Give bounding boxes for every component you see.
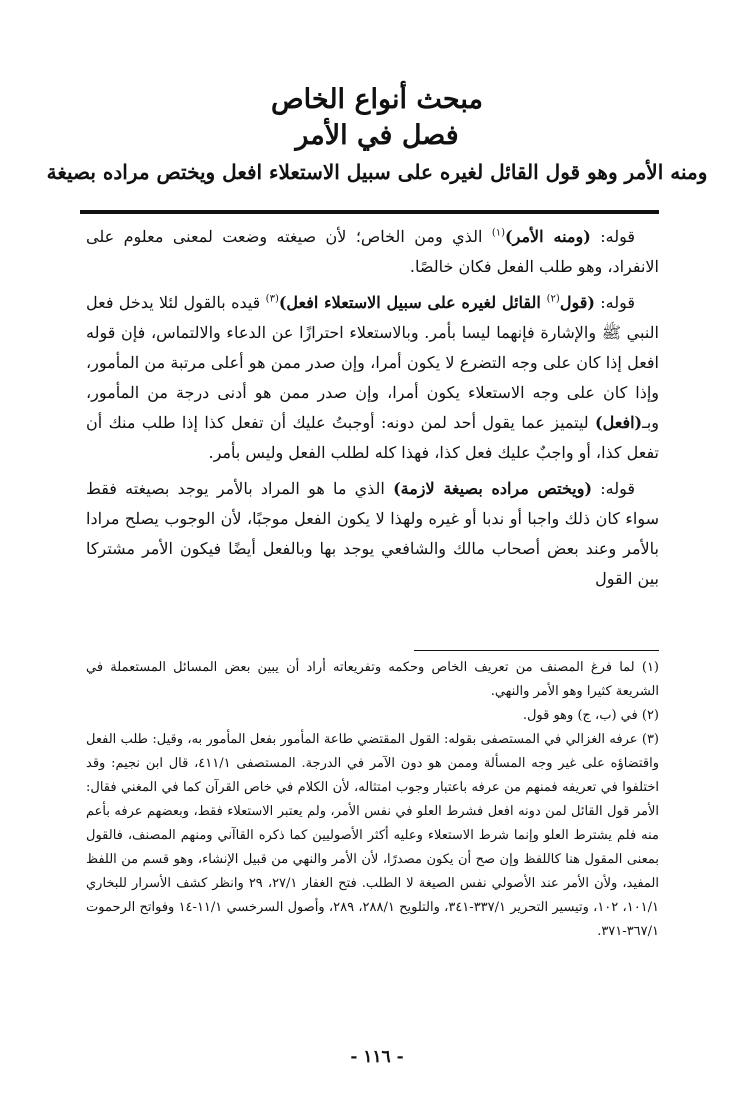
quoted-term: (ويختص مراده بصيغة لازمة) [393, 479, 593, 498]
paragraph-lead: قوله: [594, 293, 636, 312]
section-heading: مبحث أنواع الخاص [271, 84, 483, 115]
footnote-1: (١) لما فرغ المصنف من تعريف الخاص وحكمه وتفريعاته أراد أن يبين بعض المسائل المستعملة في الشريعة كثيرا وهو الأمر والنهي. [86, 660, 659, 699]
paragraph-2 [86, 288, 659, 468]
quoted-term: (افعل) [595, 413, 643, 432]
footnote-ref: (٣) [265, 293, 279, 305]
footnote-2: (٢) في (ب، ج) وهو قول. [522, 708, 659, 723]
paragraph-text: الذي ما هو المراد بالأمر يوجد بصيغته فقط سواء كان ذلك واجبا أو ندبا أو غيره ولهذا لا يكون الفعل موجبًا، لأن الوجوب يصلح مرادا بالأمر وعند بعض أصحاب مالك والشافعي يوجد بها وبالفعل أيضًا فيكون الأمر مشتركا بين القول [86, 479, 659, 588]
footnote-3: (٣) عرفه الغزالي في المستصفى بقوله: القول المقتضي طاعة المأمور بفعل المأمور به، وقيل: طلب الفعل واقتضاؤه على غير وجه المسألة وممن هو دون الآمر في الدرجة. المستصفى ٤١١/١، قال ابن نجيم: وقد اختلفوا في تعريفه فمنهم من عرفه باعتبار وجوب امتثاله، لأن الكلام في خاص القرآن كما في المغني فقال: الأمر قول القائل لمن دونه افعل فشرط العلو في نفس الأمر، ولم يعتبر الاستعلاء فقط، وبعضهم عرفه بأعم منه فلم يشترط العلو وإنما شرط الاستعلاء وعليه أكثر الأصوليين كما ذكره القاآني ومنهم المصنف، فالقول بمعنى المقول هنا كاللفظ وإن صح أن يكون مصدرًا، لأن الأمر والنهي من قبيل الإنشاء، وهو قسم من اللفظ المفيد، ولأن الأمر عند الأصولي نفس الصيغة لا الطلب. فتح الغفار ٢٧/١، ٢٩ وانظر كشف الأسرار للبخاري ١٠١/١، ١٠٢، وتيسير التحرير ٣٣٧/١-٣٤١، والتلويح ٢٨٨/١، ٢٨٩، وأصول السرخسي ١١/١-١٤ وفواتح الرحموت ٣٦٧/١-٣٧١. [86, 732, 660, 939]
heading-divider [80, 210, 659, 214]
footnotes [86, 656, 659, 944]
quoted-term: (قول [559, 293, 595, 312]
footnote-divider [414, 650, 659, 651]
paragraph-1 [86, 222, 659, 282]
paragraph-text: ليتميز عما يقول أحد لمن دونه: أوجبتُ عليك أن تفعل كذا إذا طلب منك أن تفعل كذا، أو واجبٌ عليك فعل كذا، فهذا كله لطلب الفعل وليس بأمر. [86, 413, 659, 462]
main-text [86, 222, 659, 600]
quoted-term: (ومنه الأمر) [505, 227, 591, 246]
paragraph-lead: قوله: [590, 227, 636, 246]
definition-heading: ومنه الأمر وهو قول القائل لغيره على سبيل الاستعلاء افعل ويختص مراده بصيغة [46, 160, 708, 184]
footnote-ref: (١) [491, 227, 506, 239]
quoted-term: القائل لغيره على سبيل الاستعلاء افعل) [278, 293, 547, 312]
chapter-heading: فصل في الأمر [295, 120, 459, 151]
paragraph-text: الذي ومن الخاص؛ لأن صيغته وضعت لمعنى معلوم على الانفراد، وهو طلب الفعل فكان خالصًا. [86, 227, 659, 276]
paragraph-lead: قوله: [592, 479, 635, 498]
footnote-ref: (٢) [546, 293, 560, 305]
paragraph-3 [86, 474, 659, 594]
page-number: - ١١٦ - [350, 1047, 404, 1067]
paragraph-text: قيده بالقول لئلا يدخل فعل النبي ﷺ والإشارة فإنهما ليسا بأمر. وبالاستعلاء احترازًا عن الدعاء والالتماس، فإن قوله افعل إذا كان على وجه التضرع لا يكون أمرا، وإن صدر ممن هو أعلى مرتبة من المأمور، وإذا كان على وجه الاستعلاء يكون أمرا، وإن صدر ممن هو أدنى درجة من المأمور، وبـ [86, 293, 659, 432]
